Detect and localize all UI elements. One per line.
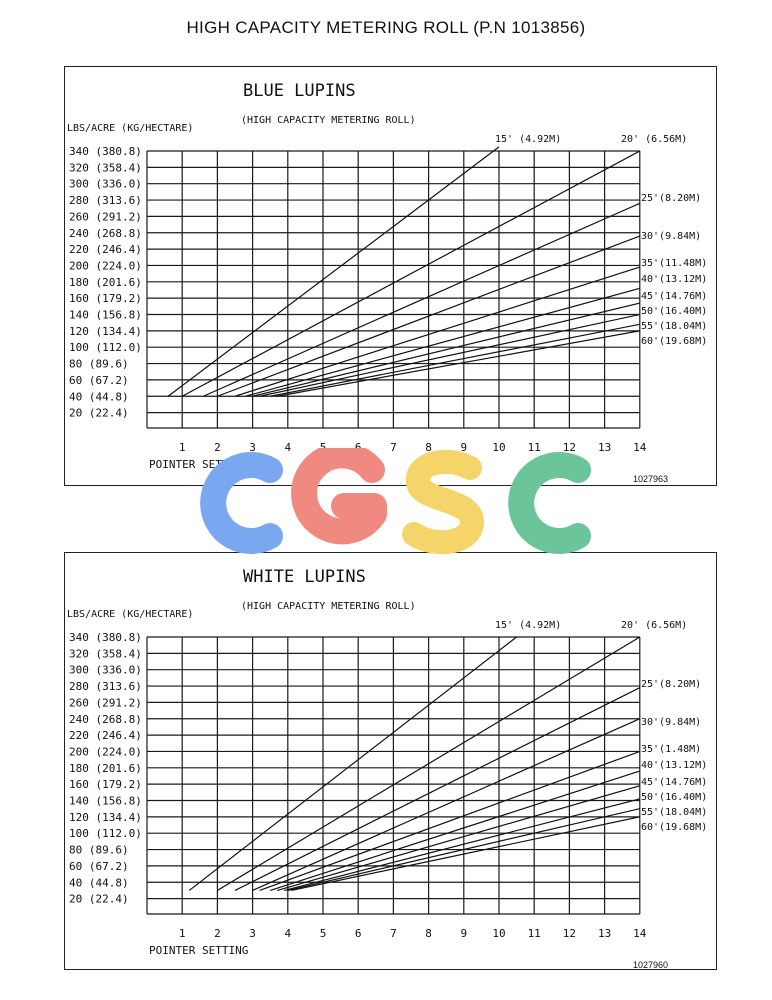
page-title: HIGH CAPACITY METERING ROLL (P.N 1013856) — [186, 18, 586, 37]
series-label: 30'(9.84M) — [641, 231, 702, 242]
x-tick-label: 7 — [390, 927, 397, 940]
series-label: 20' (6.56M) — [621, 620, 688, 631]
series-line — [235, 267, 640, 396]
y-tick-label: 260 (291.2) — [69, 210, 142, 224]
white-lupins-chart — [65, 553, 718, 973]
x-tick-label: 9 — [460, 441, 468, 454]
figure-code: 1027963 — [633, 474, 669, 484]
x-tick-label: 14 — [633, 927, 647, 940]
y-tick-label: 260 (291.2) — [69, 696, 142, 710]
y-axis-label: LBS/ACRE (KG/HECTARE) — [67, 123, 194, 134]
y-tick-label: 20 (22.4) — [69, 892, 129, 906]
y-tick-label: 240 (268.8) — [69, 712, 142, 726]
y-tick-label: 320 (358.4) — [69, 647, 142, 661]
x-tick-label: 8 — [425, 441, 432, 454]
series-label: 55'(18.04M) — [641, 807, 708, 818]
series-line — [270, 771, 640, 890]
x-tick-label: 12 — [562, 441, 577, 454]
series-label: 25'(8.20M) — [641, 679, 702, 690]
chart-title: WHITE LUPINS — [243, 567, 366, 587]
y-tick-label: 180 (201.6) — [69, 275, 142, 289]
y-tick-label: 280 (313.6) — [69, 194, 142, 208]
x-tick-label: 5 — [319, 927, 327, 940]
x-tick-label: 4 — [284, 927, 292, 940]
series-label: 35'(11.48M) — [641, 258, 708, 269]
white-lupins-chart-panel — [64, 552, 717, 970]
series-label: 20' (6.56M) — [621, 134, 688, 145]
x-tick-label: 10 — [492, 927, 506, 940]
series-label: 60'(19.68M) — [641, 822, 708, 833]
blue-lupins-chart-panel — [64, 66, 717, 486]
y-tick-label: 160 (179.2) — [69, 292, 142, 306]
series-line — [277, 786, 640, 891]
y-axis-label: LBS/ACRE (KG/HECTARE) — [67, 609, 194, 620]
x-tick-label: 5 — [319, 441, 327, 454]
x-tick-label: 2 — [214, 441, 221, 454]
series-label: 40'(13.12M) — [641, 760, 708, 771]
y-tick-label: 100 (112.0) — [69, 341, 142, 355]
figure-code: 1027960 — [633, 960, 669, 970]
y-tick-label: 160 (179.2) — [69, 778, 142, 792]
chart-subtitle: (HIGH CAPACITY METERING ROLL) — [241, 115, 416, 126]
y-tick-label: 340 (380.8) — [69, 631, 142, 644]
y-tick-label: 80 (89.6) — [69, 843, 129, 857]
series-line — [189, 637, 516, 890]
x-tick-label: 1 — [178, 927, 186, 940]
series-line — [253, 303, 640, 396]
y-tick-label: 200 (224.0) — [69, 745, 142, 759]
series-label: 25'(8.20M) — [641, 193, 702, 204]
series-label: 15' (4.92M) — [495, 134, 562, 145]
y-tick-label: 220 (246.4) — [69, 243, 142, 257]
y-tick-label: 60 (67.2) — [69, 859, 129, 873]
x-tick-label: 1 — [178, 441, 186, 454]
y-tick-label: 280 (313.6) — [69, 680, 142, 694]
x-tick-label: 13 — [597, 927, 612, 940]
y-tick-label: 20 (22.4) — [69, 406, 129, 420]
y-tick-label: 40 (44.8) — [69, 390, 129, 404]
y-tick-label: 140 (156.8) — [69, 308, 142, 322]
x-tick-label: 3 — [249, 441, 256, 454]
x-tick-label: 13 — [597, 441, 612, 454]
series-line — [260, 315, 640, 397]
y-tick-label: 180 (201.6) — [69, 761, 142, 775]
series-label: 40'(13.12M) — [641, 274, 708, 285]
series-line — [260, 751, 640, 890]
x-tick-label: 12 — [562, 927, 577, 940]
x-tick-label: 7 — [390, 441, 397, 454]
x-axis-label: POINTER SETTING — [149, 944, 249, 957]
y-tick-label: 120 (134.4) — [69, 810, 142, 824]
y-tick-label: 340 (380.8) — [69, 145, 142, 158]
x-tick-label: 6 — [354, 927, 362, 940]
x-tick-label: 14 — [633, 441, 647, 454]
series-line — [270, 324, 640, 396]
blue-lupins-chart — [65, 67, 718, 487]
series-label: 35'(1.48M) — [641, 744, 702, 755]
x-tick-label: 4 — [284, 441, 292, 454]
x-tick-label: 11 — [527, 441, 541, 454]
y-tick-label: 120 (134.4) — [69, 324, 142, 338]
x-tick-label: 9 — [460, 927, 468, 940]
series-label: 60'(19.68M) — [641, 336, 708, 347]
series-label: 50'(16.40M) — [641, 306, 708, 317]
y-tick-label: 60 (67.2) — [69, 373, 129, 387]
x-tick-label: 3 — [249, 927, 256, 940]
chart-subtitle: (HIGH CAPACITY METERING ROLL) — [241, 601, 416, 612]
y-tick-label: 80 (89.6) — [69, 357, 129, 371]
series-label: 30'(9.84M) — [641, 717, 702, 728]
y-tick-label: 220 (246.4) — [69, 729, 142, 743]
x-tick-label: 6 — [354, 441, 362, 454]
y-tick-label: 300 (336.0) — [69, 177, 142, 191]
y-tick-label: 300 (336.0) — [69, 663, 142, 677]
x-axis-label: POINTER SETTING — [149, 458, 249, 471]
y-tick-label: 40 (44.8) — [69, 876, 129, 890]
x-tick-label: 2 — [214, 927, 221, 940]
x-tick-label: 10 — [492, 441, 506, 454]
series-label: 50'(16.40M) — [641, 792, 708, 803]
y-tick-label: 140 (156.8) — [69, 794, 142, 808]
x-tick-label: 8 — [425, 927, 432, 940]
chart-title: BLUE LUPINS — [243, 81, 356, 101]
y-tick-label: 320 (358.4) — [69, 161, 142, 175]
x-tick-label: 11 — [527, 927, 541, 940]
y-tick-label: 100 (112.0) — [69, 827, 142, 841]
series-label: 45'(14.76M) — [641, 777, 708, 788]
series-line — [253, 719, 640, 891]
series-label: 55'(18.04M) — [641, 321, 708, 332]
series-line — [284, 799, 640, 891]
series-label: 15' (4.92M) — [495, 620, 562, 631]
series-line — [182, 151, 640, 396]
y-tick-label: 200 (224.0) — [69, 259, 142, 273]
y-tick-label: 240 (268.8) — [69, 226, 142, 240]
series-label: 45'(14.76M) — [641, 291, 708, 302]
